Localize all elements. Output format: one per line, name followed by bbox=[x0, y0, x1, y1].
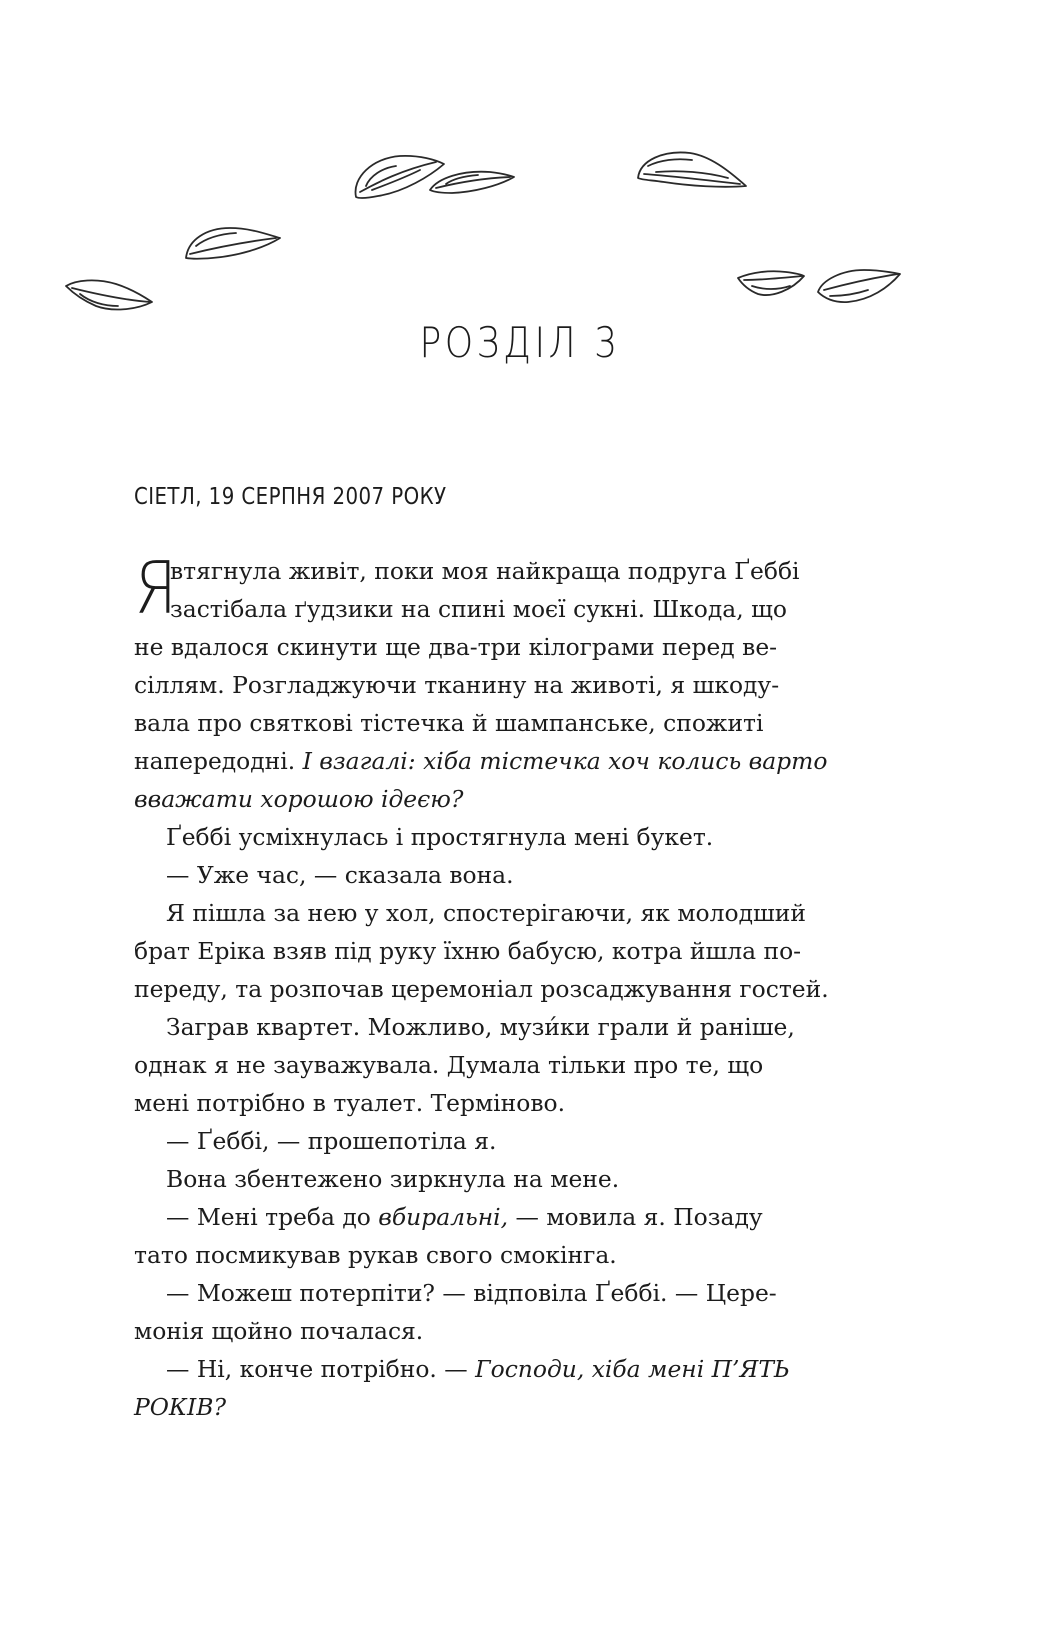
text-line: — Мені треба до вбиральні, — мовила я. Позаду bbox=[166, 1203, 763, 1231]
petal-2 bbox=[430, 172, 514, 193]
petal-5 bbox=[66, 280, 152, 309]
petal-1 bbox=[355, 156, 444, 198]
text-line: застібала ґудзики на спині моєї сукні. Шкода, що bbox=[170, 595, 787, 623]
text-line: РОКІВ? bbox=[134, 1393, 226, 1421]
chapter-dateline: СІЕТЛ, 19 СЕРПНЯ 2007 РОКУ bbox=[134, 484, 447, 510]
text-line: — Ні, конче потрібно. — Господи, хіба мені П’ЯТЬ bbox=[166, 1355, 790, 1383]
petal-3 bbox=[638, 152, 746, 186]
text-line: — Можеш потерпіти? — відповіла Ґеббі. — Цере- bbox=[166, 1279, 777, 1307]
text-line: Заграв квартет. Можливо, музи́ки грали й раніше, bbox=[166, 1013, 795, 1041]
text-line: — Уже час, — сказала вона. bbox=[166, 861, 514, 889]
rose-petals-icon bbox=[0, 0, 1040, 340]
text-line: втягнула живіт, поки моя найкраща подруга Ґеббі bbox=[170, 557, 800, 585]
text-line: сіллям. Розгладжуючи тканину на животі, я шкоду- bbox=[134, 671, 780, 699]
text-line: Я пішла за нею у хол, спостерігаючи, як молодший bbox=[166, 899, 806, 927]
chapter-title: РОЗДІЛ 3 bbox=[419, 318, 621, 367]
drop-cap: Я bbox=[134, 546, 178, 630]
chapter-body bbox=[134, 546, 845, 1426]
text-line: напередодні. І взагалі: хіба тістечка хоч колись варто bbox=[134, 747, 828, 775]
text-line: Вона збентежено зиркнула на мене. bbox=[166, 1165, 620, 1193]
text-line: переду, та розпочав церемоніал розсаджування гостей. bbox=[134, 975, 829, 1003]
text-line: брат Еріка взяв під руку їхню бабусю, котра йшла по- bbox=[134, 937, 802, 965]
text-line: — Ґеббі, — прошепотіла я. bbox=[166, 1127, 497, 1155]
text-line: вважати хорошою ідеєю? bbox=[134, 785, 464, 813]
text-line: мені потрібно в туалет. Терміново. bbox=[134, 1089, 566, 1117]
petal-4 bbox=[186, 228, 280, 259]
petal-6 bbox=[738, 271, 804, 295]
text-line: однак я не зауважувала. Думала тільки про те, що bbox=[134, 1051, 764, 1079]
text-line: монія щойно почалася. bbox=[134, 1317, 424, 1345]
text-line: Ґеббі усміхнулась і простягнула мені букет. bbox=[166, 823, 714, 851]
petal-7 bbox=[818, 270, 900, 302]
text-line: не вдалося скинути ще два-три кілограми перед ве- bbox=[134, 633, 778, 661]
text-line: вала про святкові тістечка й шампанське, спожиті bbox=[134, 709, 764, 737]
text-line: тато посмикував рукав свого смокінга. bbox=[134, 1241, 617, 1269]
first-paragraph bbox=[134, 546, 845, 818]
